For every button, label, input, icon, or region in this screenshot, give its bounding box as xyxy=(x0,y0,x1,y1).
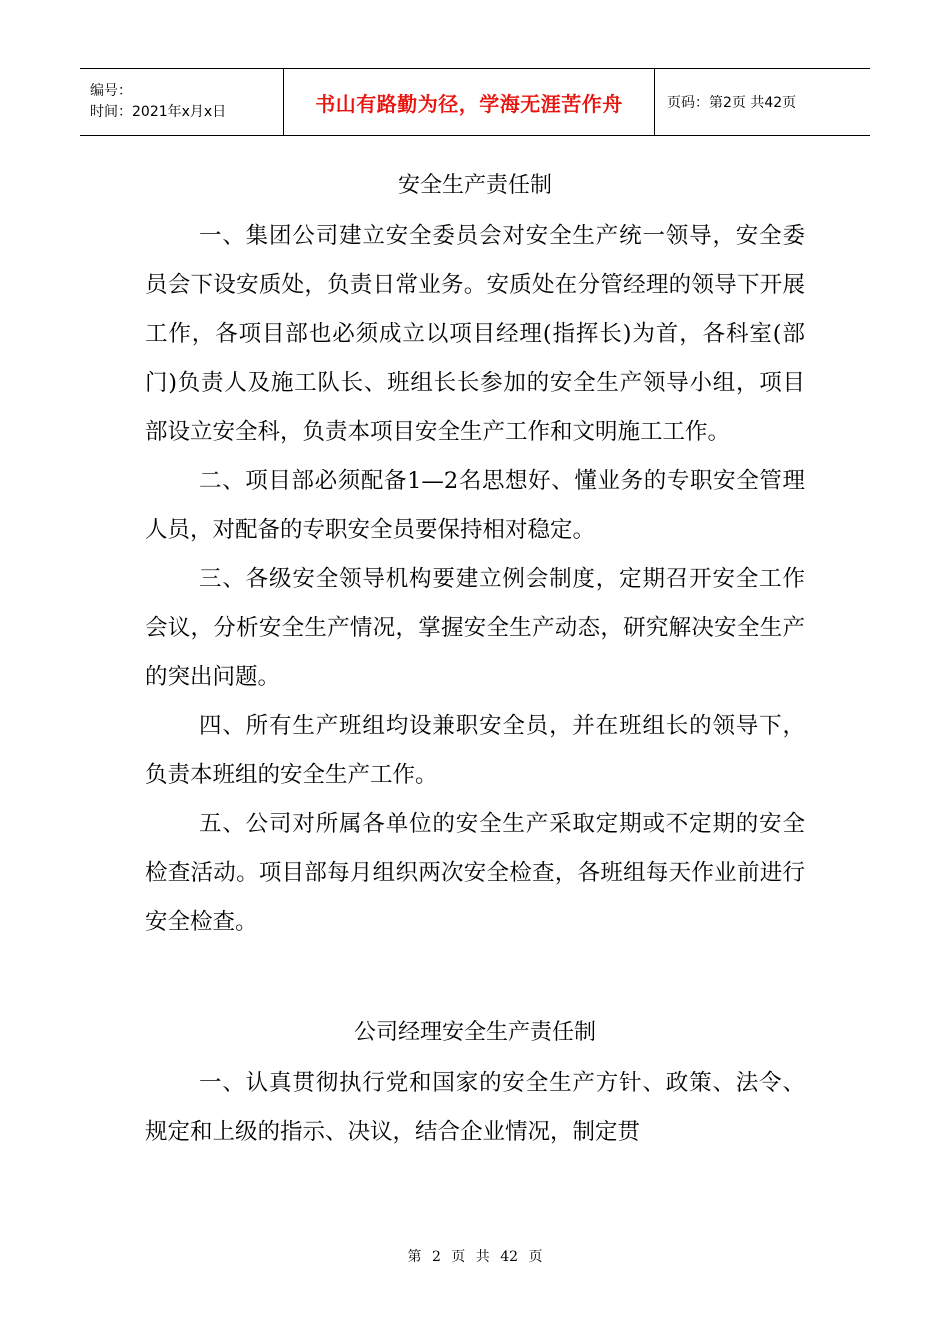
page-header xyxy=(80,68,870,136)
section-spacer xyxy=(145,947,805,1007)
header-page-info: 页码：第2页 共42页 xyxy=(667,95,797,111)
header-page-cell xyxy=(655,69,870,135)
document-number-label: 编号： xyxy=(90,83,132,99)
paragraph: 三、各级安全领导机构要建立例会制度，定期召开安全工作会议，分析安全生产情况，掌握安全生产动态，研究解决安全生产的突出问题。 xyxy=(145,566,805,690)
paragraph: 一、集团公司建立安全委员会对安全生产统一领导，安全委员会下设安质处，负责日常业务。安质处在分管经理的领导下开展工作，各项目部也必须成立以项目经理(指挥长)为首，各科室(部门)负责人及施工队长、班组长长参加的安全生产领导小组，项目部设立安全科，负责本项目安全生产工作和文明施工工作。 xyxy=(145,223,805,445)
paragraph: 一、认真贯彻执行党和国家的安全生产方针、政策、法令、规定和上级的指示、决议，结合企业情况，制定贯 xyxy=(145,1070,805,1145)
paragraph: 五、公司对所属各单位的安全生产采取定期或不定期的安全检查活动。项目部每月组织两次安全检查，各班组每天作业前进行安全检查。 xyxy=(145,811,805,935)
section-title: 安全生产责任制 xyxy=(397,173,552,198)
header-meta-cell xyxy=(80,69,283,135)
paragraph: 四、所有生产班组均设兼职安全员，并在班组长的领导下，负责本班组的安全生产工作。 xyxy=(145,713,805,788)
document-body xyxy=(145,160,805,1157)
paragraph: 二、项目部必须配备1—2名思想好、懂业务的专职安全管理人员，对配备的专职安全员要保持相对稳定。 xyxy=(145,468,805,543)
header-motto-cell xyxy=(283,69,655,135)
section-title: 公司经理安全生产责任制 xyxy=(353,1020,596,1045)
document-date: 时间：2021年x月x日 xyxy=(90,104,227,120)
header-motto: 书山有路勤为径，学海无涯苦作舟 xyxy=(315,91,623,116)
page-footer: 第 2 页 共 42 页 xyxy=(407,1249,543,1265)
